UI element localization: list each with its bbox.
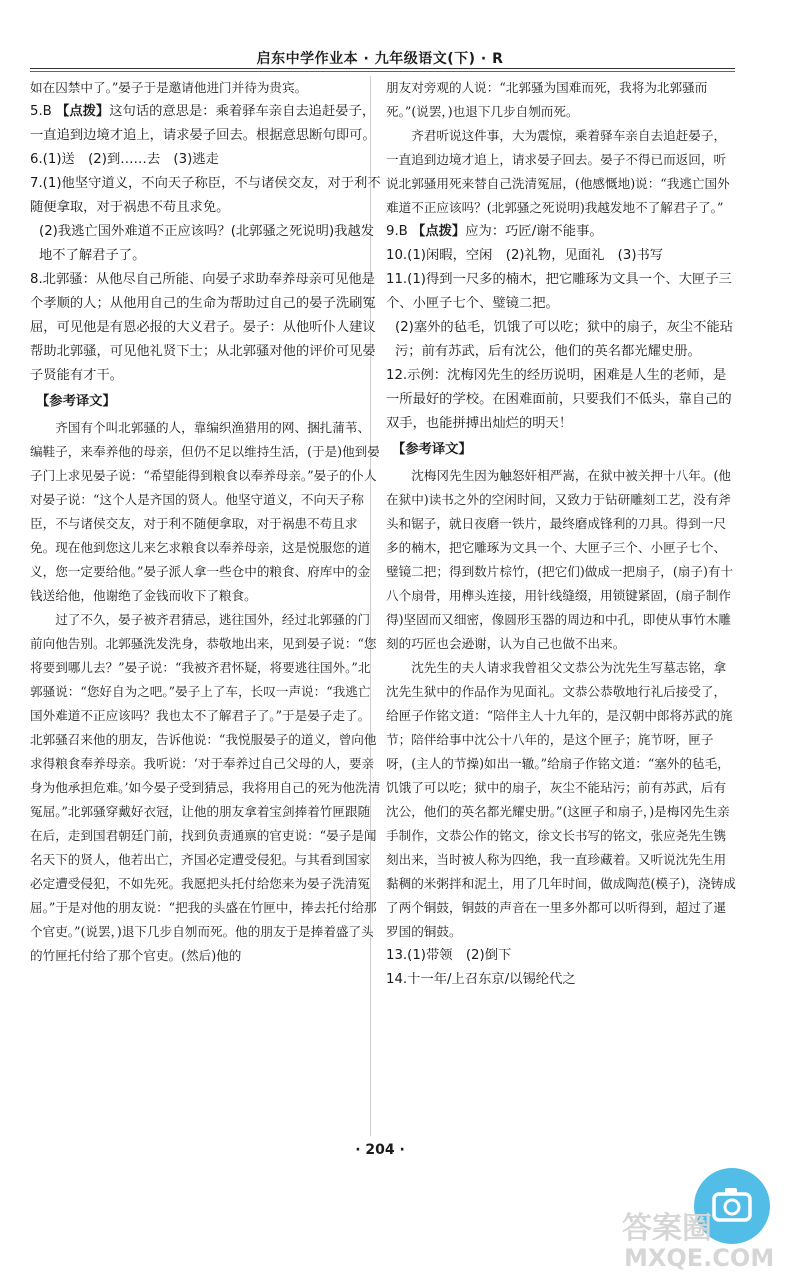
answer-5-text: 这句话的意思是：乘着驿车亲自去追赶晏子，一直追到边境才追上，请求晏子回去。根据意思断句即可。 <box>30 104 376 143</box>
answer-9-num: 9.B <box>386 224 408 239</box>
answer-8: 8.北郭骚：从他尽自己所能、向晏子求助奉养母亲可见他是个孝顺的人；从他用自己的生命为帮助过自己的晏子洗刷冤屈，可见他是有恩必报的大义君子。晏子：从他听仆人建议帮助北郭骚，可见他礼贤下士；从北郭骚对他的评价可见晏子贤能有才干。 <box>30 272 376 383</box>
answer-5 <box>30 100 382 148</box>
answer-11-1: 11.(1)得到一尺多的楠木，把它雕琢为文具一个、大匣子三个、小匣子七个、璧镜二把。 <box>386 272 732 311</box>
right-column <box>386 76 738 992</box>
watermark-sub: MXQE.COM <box>624 1244 775 1272</box>
answer-13: 13.(1)带领 (2)倒下 <box>386 948 512 963</box>
header-rule-thin <box>30 71 735 72</box>
translation-paragraph-4: 沈梅冈先生因为触怒奸相严嵩，在狱中被关押十八年。(他在狱中)读书之外的空闲时间，又致力于钻研雕刻工艺，没有斧头和锯子，就日夜磨一铁片，最终磨成锋利的刀具。得到一尺多的楠木，把它雕琢为文具一个、大匣子三个、小匣子七个、璧镜二把；得到数片棕竹，(把它们)做成一把扇子，(扇子)有十八个扇骨，用榫头连接，用针线缝缀，用锁键紧固，(扇子制作得)坚固而又细密，像圆形玉器的周边和中孔，即使从事竹木雕刻的巧匠也会逊谢，认为自己也做不出来。 <box>386 468 734 651</box>
answer-9-tag: 【点拨】 <box>412 224 466 239</box>
translation-paragraph-2: 过了不久，晏子被齐君猜忌，逃往国外，经过北郭骚的门前向他告别。北郭骚洗发洗身，恭敬地出来，见到晏子说：“您将要到哪儿去？”晏子说：“我被齐君怀疑，将要逃往国外。”北郭骚说：“您好自为之吧。”晏子上了车，长叹一声说：“我逃亡国外难道不正应该吗？我也太不了解君子了。”于是晏子走了。北郭骚召来他的朋友，告诉他说：“我悦服晏子的道义，曾向他求得粮食奉养母亲。我听说：‘对于奉养过自己父母的人，要亲身为他承担危难。’如今晏子受到猜忌，我将用自己的死为他洗清冤屈。”北郭骚穿戴好衣冠，让他的朋友拿着宝剑捧着竹匣跟随在后，走到国君朝廷门前，找到负责通禀的官吏说：“晏子是闻名天下的贤人，他若出亡，齐国必定遭受侵犯。与其看到国家必定遭受侵犯，不如先死。我愿把头托付给您来为晏子洗清冤屈。”于是对他的朋友说：“把我的头盛在竹匣中，捧去托付给那个官吏。”(说罢，)退下几步自刎而死。他的朋友于是捧着盛了头的竹匣托付给了那个官吏。(然后)他的 <box>30 612 381 963</box>
answer-14: 14.十一年/上召东京/以锡纶代之 <box>386 972 576 987</box>
answer-9-text: 应为：巧匠/谢不能事。 <box>465 224 603 239</box>
page-number: · 204 · <box>355 1142 405 1158</box>
answer-5-num: 5.B <box>30 104 52 119</box>
answer-9 <box>386 220 738 244</box>
answer-5-tag: 【点拨】 <box>56 104 110 119</box>
answer-7-2: (2)我逃亡国外难道不正应该吗？(北郭骚之死说明)我越发地不了解君子了。 <box>39 224 375 263</box>
reference-translation-heading: 【参考译文】 <box>36 394 116 409</box>
translation-continuation: 朋友对旁观的人说：“北郭骚为国难而死，我将为北郭骚而死。”(说罢，)也退下几步自刎而死。 <box>386 80 708 119</box>
translation-paragraph-1: 齐国有个叫北郭骚的人，靠编织渔猎用的网、捆扎蒲苇、编鞋子，来奉养他的母亲，但仍不足以维持生活，(于是)他到晏子门上求见晏子说：“希望能得到粮食以奉养母亲。”晏子的仆人对晏子说：“这个人是齐国的贤人。他坚守道义，不向天子称臣，不与诸侯交友，对于利不随便拿取，对于祸患不苟且求免。现在他到您这儿来乞求粮食以奉养母亲，这是悦服您的道义，您一定要给他。”晏子派人拿一些仓中的粮食、府库中的金钱送给他，他谢绝了金钱而收下了粮食。 <box>30 420 380 603</box>
watermark-text: 答案圈 <box>622 1211 712 1246</box>
left-column <box>30 76 382 968</box>
answer-7-1: 7.(1)他坚守道义，不向天子称臣，不与诸侯交友，对于利不随便拿取，对于祸患不苟且求免。 <box>30 176 381 215</box>
reference-translation-heading-2: 【参考译文】 <box>392 442 472 457</box>
translation-paragraph-3: 齐君听说这件事，大为震惊，乘着驿车亲自去追赶晏子，一直追到边境才追上，请求晏子回去。晏子不得已而返回，听说北郭骚用死来替自己洗清冤屈，(他感慨地)说：“我逃亡国外难道不正应该吗？(北郭骚之死说明)我越发地不了解君子了。” <box>386 128 730 215</box>
watermark-logo <box>614 1166 794 1274</box>
answer-11-2: (2)塞外的毡毛，饥饿了可以吃；狱中的扇子，灰尘不能玷污；前有苏武，后有沈公，他们的英名都光耀史册。 <box>395 320 733 359</box>
answer-6: 6.(1)送 (2)到……去 (3)逃走 <box>30 152 219 167</box>
translation-paragraph-5: 沈先生的夫人请求我曾祖父文恭公为沈先生写墓志铭，拿沈先生狱中的作品作为见面礼。文恭公恭敬地行礼后接受了，给匣子作铭文道：“陪伴主人十九年的，是汉朝中郎将苏武的旄节；陪伴给事中沈公十八年的，是这个匣子；旄节呀，匣子呀，(主人的节操)如出一辙。”给扇子作铭文道：“塞外的毡毛，饥饿了可以吃；狱中的扇子，灰尘不能玷污；前有苏武，后有沈公，他们的英名都光耀史册。”(这匣子和扇子，)是梅冈先生亲手制作，文恭公作的铭文，徐文长书写的铭文，张应尧先生镌刻出来，当时被人称为四绝，我一直珍藏着。又听说沈先生用黏稠的米粥拌和泥土，用了几年时间，做成陶范(模子)，浇铸成了两个铜鼓，铜鼓的声音在一里多外都可以听得到，超过了暹罗国的铜鼓。 <box>386 660 736 939</box>
page-header: 启东中学作业本 · 九年级语文(下) · R <box>256 51 504 67</box>
left-top-line: 如在囚禁中了。”晏子于是邀请他进门并待为贵宾。 <box>30 80 308 95</box>
answer-10: 10.(1)闲暇，空闲 (2)礼物，见面礼 (3)书写 <box>386 248 664 263</box>
answer-12: 12.示例：沈梅冈先生的经历说明，困难是人生的老师，是一所最好的学校。在困难面前，只要我们不低头，靠自己的双手，也能拼搏出灿烂的明天！ <box>386 368 732 431</box>
header-rule <box>30 68 735 69</box>
